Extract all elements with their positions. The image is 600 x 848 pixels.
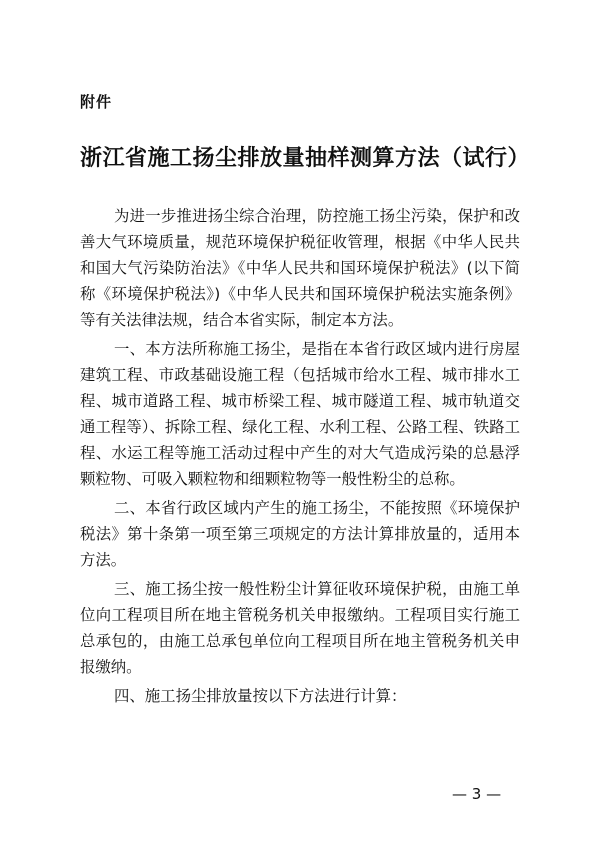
document-body	[80, 203, 520, 712]
document-title: 浙江省施工扬尘排放量抽样测算方法（试行）	[80, 146, 531, 171]
attachment-label: 附件	[80, 93, 113, 111]
paragraph-article-4: 四、施工扬尘排放量按以下方法进行计算：	[114, 687, 407, 705]
paragraph-article-1: 一、本方法所称施工扬尘，是指在本省行政区域内进行房屋建筑工程、市政基础设施工程（包括城市给水工程、城市排水工程、城市道路工程、城市桥梁工程、城市隧道工程、城市轨道交通工程等）、拆除工程、绿化工程、水利工程、公路工程、铁路工程、水运工程等施工活动过程中产生的对大气造成污染的总悬浮颗粒物、可吸入颗粒物和细颗粒物等一般性粉尘的总称。	[80, 340, 520, 488]
paragraph-preamble: 为进一步推进扬尘综合治理，防控施工扬尘污染，保护和改善大气环境质量，规范环境保护税征收管理，根据《中华人民共和国大气污染防治法》《中华人民共和国环境保护税法》(以下简称《环境保护税法》)《中华人民共和国环境保护税法实施条例》等有关法律法规，结合本省实际，制定本方法。	[80, 207, 520, 329]
paragraph-article-3: 三、施工扬尘按一般性粉尘计算征收环境保护税，由施工单位向工程项目所在地主管税务机关申报缴纳。工程项目实行施工总承包的，由施工总承包单位向工程项目所在地主管税务机关申报缴纳。	[80, 580, 520, 676]
paragraph-article-2: 二、本省行政区域内产生的施工扬尘，不能按照《环境保护税法》第十条第一项至第三项规定的方法计算排放量的，适用本方法。	[80, 499, 520, 569]
page-number: — 3 —	[452, 785, 502, 803]
